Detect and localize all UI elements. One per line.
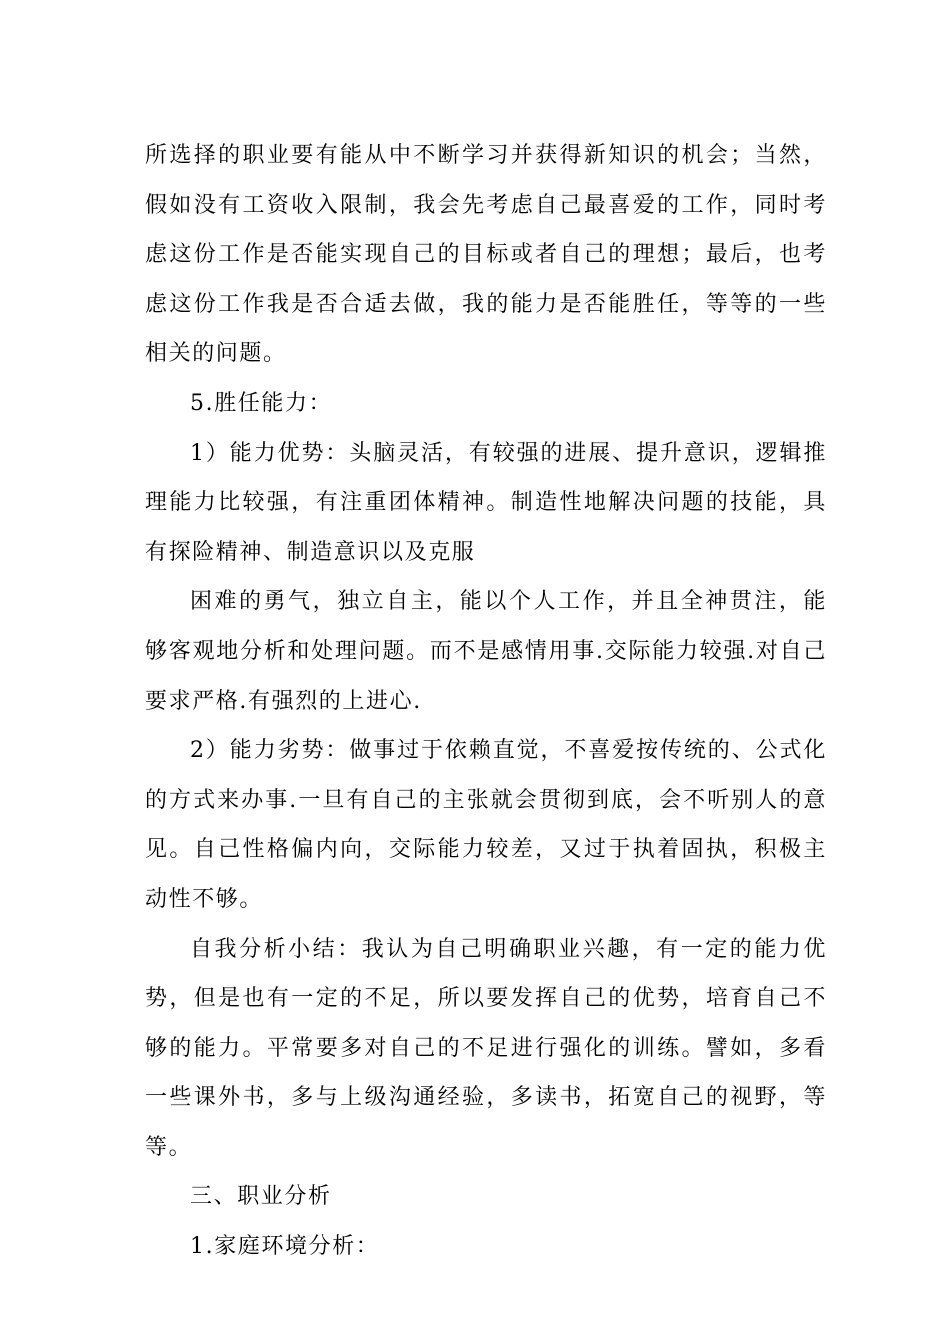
document-body (145, 131, 827, 1272)
paragraph-self-analysis-summary: 自我分析小结：我认为自己明确职业兴趣，有一定的能力优势，但是也有一定的不足，所以要发挥自己的优势，培育自己不够的能力。平常要多对自己的不足进行强化的训练。譬如，多看一些课外书，多与上级沟通经验，多读书，拓宽自己的视野，等等。 (145, 936, 827, 1160)
paragraph-career-choice: 所选择的职业要有能从中不断学习并获得新知识的机会；当然，假如没有工资收入限制，我会先考虑自己最喜爱的工作，同时考虑这份工作是否能实现自己的目标或者自己的理想；最后，也考虑这份工作我是否合适去做，我的能力是否能胜任，等等的一些相关的问题。 (145, 143, 827, 367)
paragraph-strengths-continued: 困难的勇气，独立自主，能以个人工作，并且全神贯注，能够客观地分析和处理问题。而不是感情用事.交际能力较强.对自己要求严格.有强烈的上进心. (145, 589, 827, 714)
heading-family-environment: 1.家庭环境分析： (190, 1234, 380, 1260)
paragraph-weaknesses: 2）能力劣势：做事过于依赖直觉，不喜爱按传统的、公式化的方式来办事.一旦有自己的主张就会贯彻到底，会不听别人的意见。自己性格偏内向，交际能力较差，又过于执着固执，积极主动性不够。 (145, 738, 827, 912)
paragraph-strengths: 1）能力优势：头脑灵活，有较强的进展、提升意识，逻辑推理能力比较强，有注重团体精神。制造性地解决问题的技能，具有探险精神、制造意识以及克服 (145, 440, 827, 565)
heading-competence: 5.胜任能力： (190, 390, 333, 416)
heading-career-analysis: 三、职业分析 (190, 1184, 332, 1210)
